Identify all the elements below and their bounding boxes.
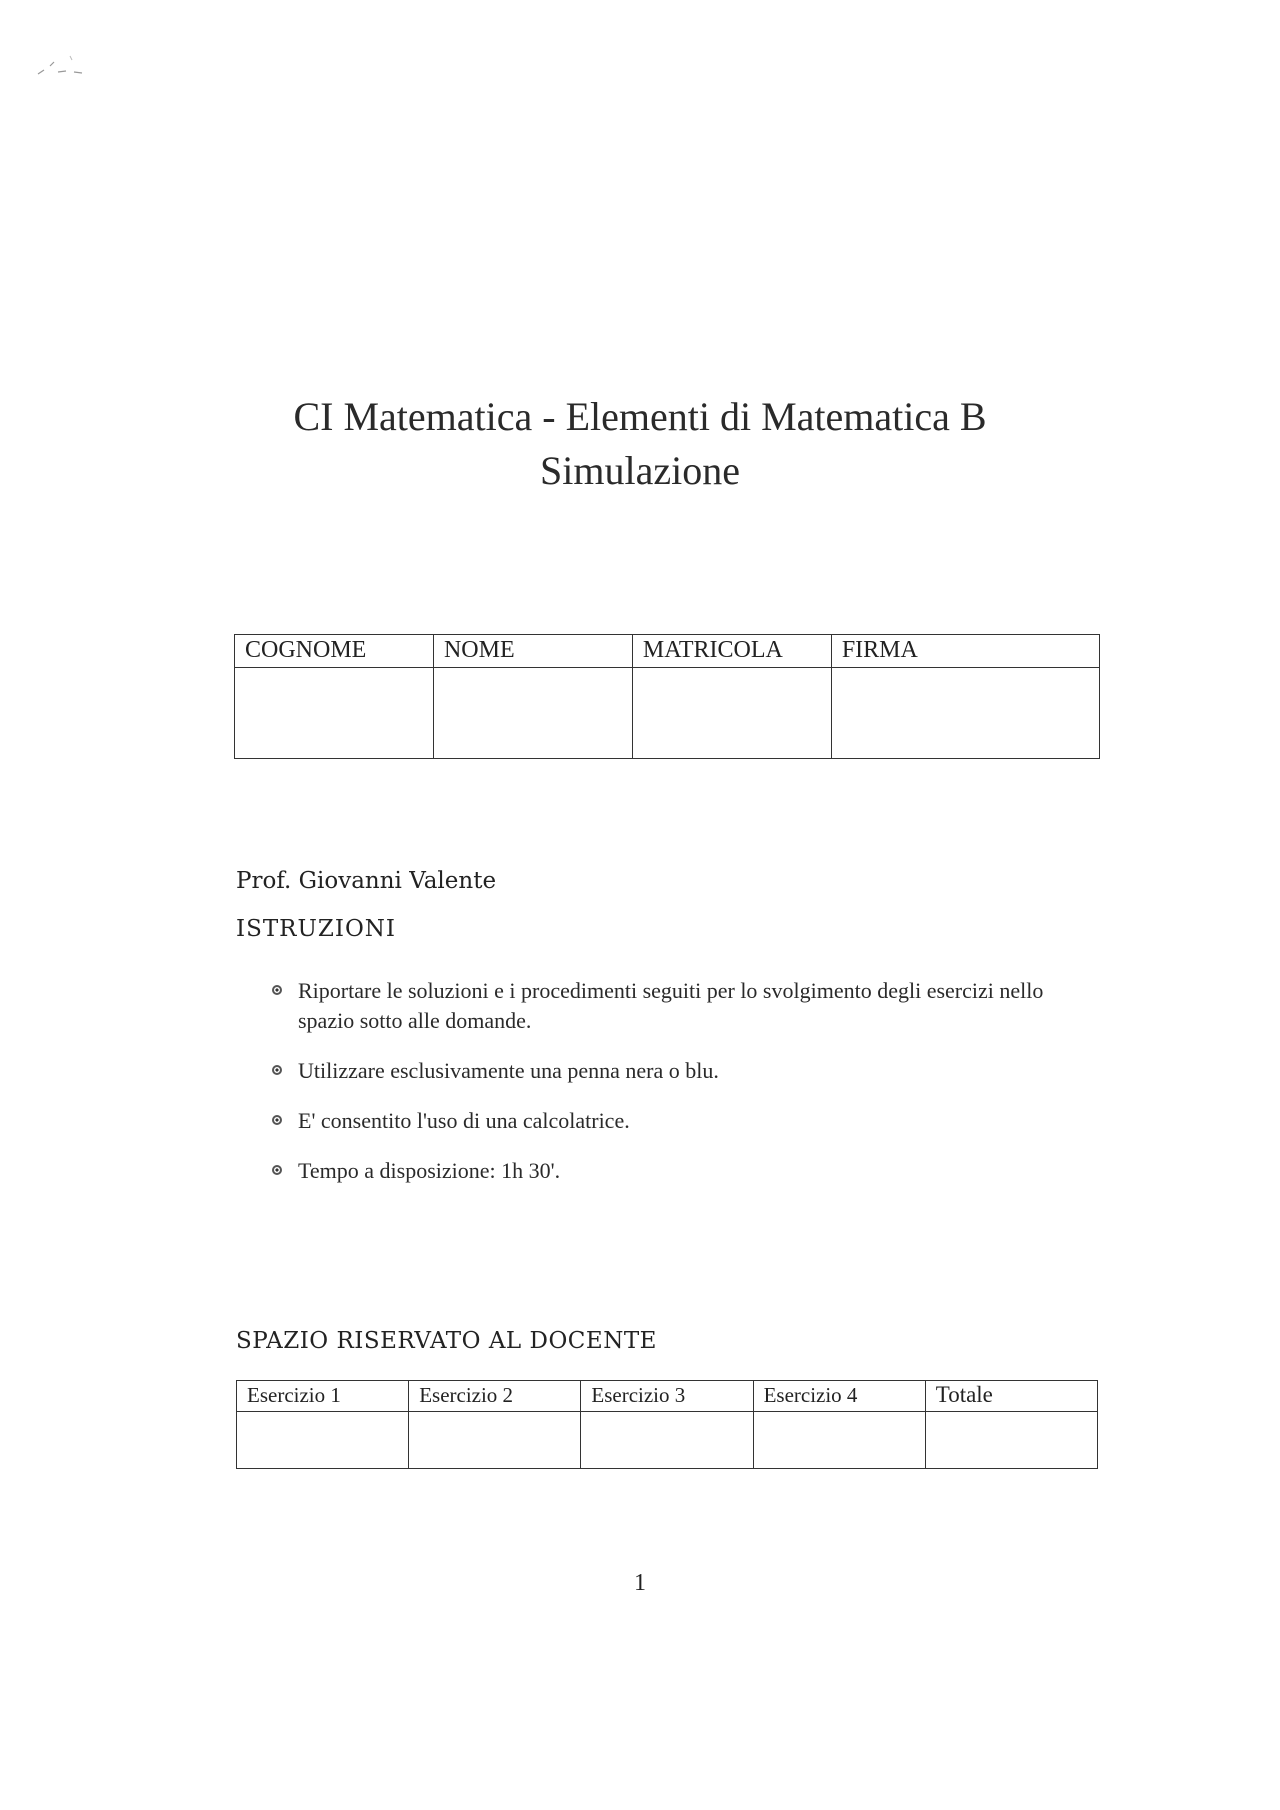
- totale-header: Totale: [925, 1381, 1097, 1412]
- instructions-list: [272, 976, 1062, 1206]
- list-item: [272, 1106, 1062, 1136]
- cognome-field[interactable]: [235, 668, 434, 759]
- matricola-header: MATRICOLA: [632, 635, 831, 668]
- instruction-text: E' consentito l'uso di una calcolatrice.: [298, 1108, 630, 1133]
- esercizio-4-score-field[interactable]: [753, 1412, 925, 1469]
- professor-name: Prof. Giovanni Valente: [236, 868, 497, 894]
- document-title: [0, 390, 1280, 498]
- grading-table-header-row: [237, 1381, 1098, 1412]
- bullet-icon: [272, 985, 282, 995]
- scan-artifact-mark: [30, 48, 90, 84]
- bullet-icon: [272, 1115, 282, 1125]
- esercizio-1-header: Esercizio 1: [237, 1381, 409, 1412]
- page-number: 1: [634, 1570, 646, 1596]
- grading-table-score-row: [237, 1412, 1098, 1469]
- bullet-icon: [272, 1065, 282, 1075]
- instructions-heading: ISTRUZIONI: [236, 916, 397, 942]
- cognome-header: COGNOME: [235, 635, 434, 668]
- esercizio-3-score-field[interactable]: [581, 1412, 753, 1469]
- bullet-icon: [272, 1165, 282, 1175]
- course-title: CI Matematica - Elementi di Matematica B: [293, 394, 987, 439]
- esercizio-3-header: Esercizio 3: [581, 1381, 753, 1412]
- nome-header: NOME: [433, 635, 632, 668]
- list-item: [272, 1056, 1062, 1086]
- firma-header: FIRMA: [831, 635, 1099, 668]
- list-item: [272, 976, 1062, 1036]
- grading-table: [236, 1380, 1098, 1469]
- student-table-input-row: [235, 668, 1100, 759]
- totale-score-field[interactable]: [925, 1412, 1097, 1469]
- grading-heading: SPAZIO RISERVATO AL DOCENTE: [236, 1328, 657, 1354]
- matricola-field[interactable]: [632, 668, 831, 759]
- esercizio-2-score-field[interactable]: [409, 1412, 581, 1469]
- instruction-text: Tempo a disposizione: 1h 30'.: [298, 1158, 561, 1183]
- instruction-text: Utilizzare esclusivamente una penna nera o blu.: [298, 1058, 719, 1083]
- esercizio-2-header: Esercizio 2: [409, 1381, 581, 1412]
- esercizio-4-header: Esercizio 4: [753, 1381, 925, 1412]
- student-table-header-row: [235, 635, 1100, 668]
- esercizio-1-score-field[interactable]: [237, 1412, 409, 1469]
- firma-field[interactable]: [831, 668, 1099, 759]
- nome-field[interactable]: [433, 668, 632, 759]
- instruction-text: Riportare le soluzioni e i procedimenti seguiti per lo svolgimento degli esercizi nello spazio sotto alle domande.: [298, 978, 1044, 1033]
- list-item: [272, 1156, 1062, 1186]
- exam-type-title: Simulazione: [540, 448, 740, 493]
- student-info-table: [234, 634, 1100, 759]
